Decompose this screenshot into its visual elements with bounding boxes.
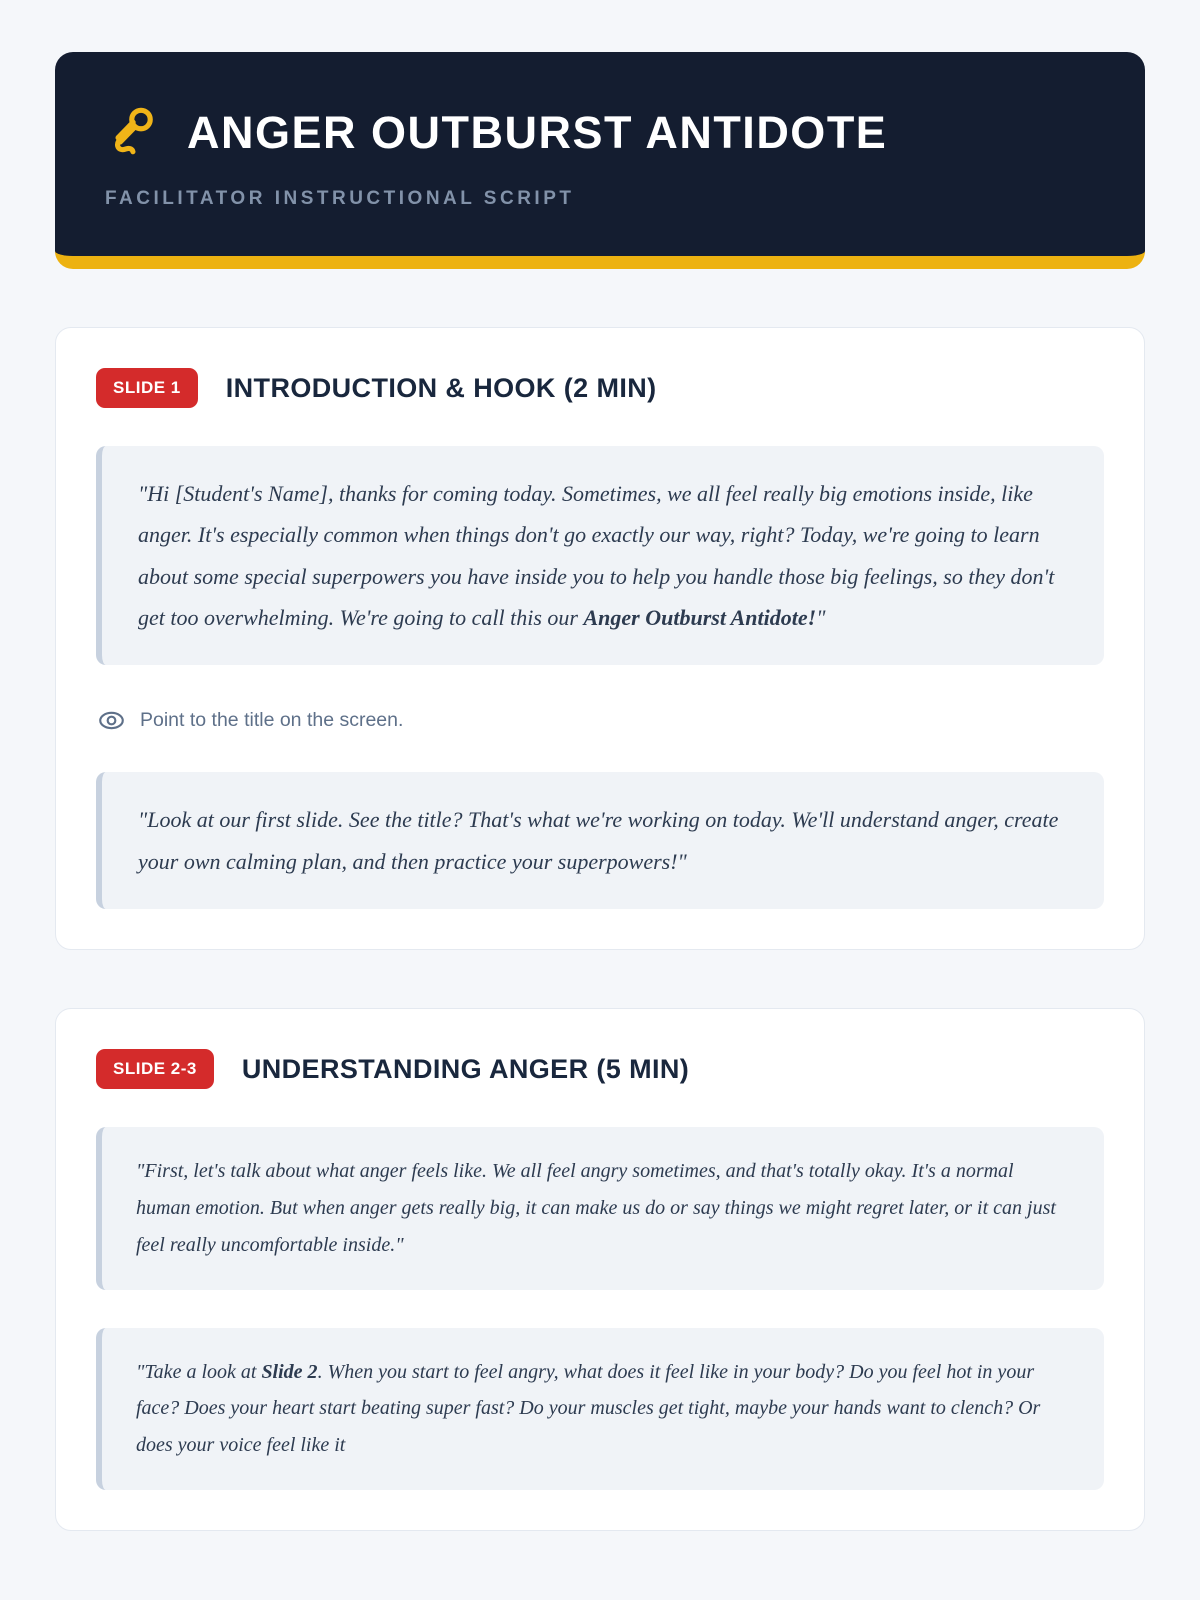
eye-icon bbox=[98, 707, 125, 734]
section-header bbox=[96, 368, 1104, 408]
note-text: Point to the title on the screen. bbox=[140, 709, 404, 732]
section-slide-1 bbox=[55, 327, 1145, 950]
script-quote: "Take a look at Slide 2. When you start to feel angry, what does it feel like in your body? Do you feel hot in your face? Does your heart start beating super fast? Do your muscles get tight, maybe your hands want to clench? Or does your voice feel like it bbox=[96, 1328, 1104, 1490]
microphone-icon bbox=[105, 102, 159, 164]
slide-badge: SLIDE 2-3 bbox=[96, 1049, 214, 1089]
facilitator-note bbox=[98, 707, 1104, 734]
script-quote: "Hi [Student's Name], thanks for coming today. Sometimes, we all feel really big emotions inside, like anger. It's especially common when things don't go exactly our way, right? Today, we're going to learn about some special superpowers you have inside you to help you handle those big feelings, so they don't get too overwhelming. We're going to call this our Anger Outburst Antidote!" bbox=[96, 446, 1104, 665]
header-title-row bbox=[105, 102, 1095, 164]
page-subtitle: FACILITATOR INSTRUCTIONAL SCRIPT bbox=[105, 188, 575, 209]
section-slide-2-3 bbox=[55, 1008, 1145, 1531]
slide-badge: SLIDE 1 bbox=[96, 368, 198, 408]
page-title: ANGER OUTBURST ANTIDOTE bbox=[187, 107, 888, 159]
section-title: INTRODUCTION & HOOK (2 MIN) bbox=[225, 372, 657, 403]
header-banner bbox=[55, 52, 1145, 269]
section-title: UNDERSTANDING ANGER (5 MIN) bbox=[241, 1053, 690, 1084]
script-quote: "Look at our first slide. See the title? That's what we're working on today. We'll understand anger, create your own calming plan, and then practice your superpowers!" bbox=[96, 772, 1104, 909]
section-header bbox=[96, 1049, 1104, 1089]
script-quote: "First, let's talk about what anger feels like. We all feel angry sometimes, and that's totally okay. It's a normal human emotion. But when anger gets really big, it can make us do or say things we might regret later, or it can just feel really uncomfortable inside." bbox=[96, 1127, 1104, 1289]
